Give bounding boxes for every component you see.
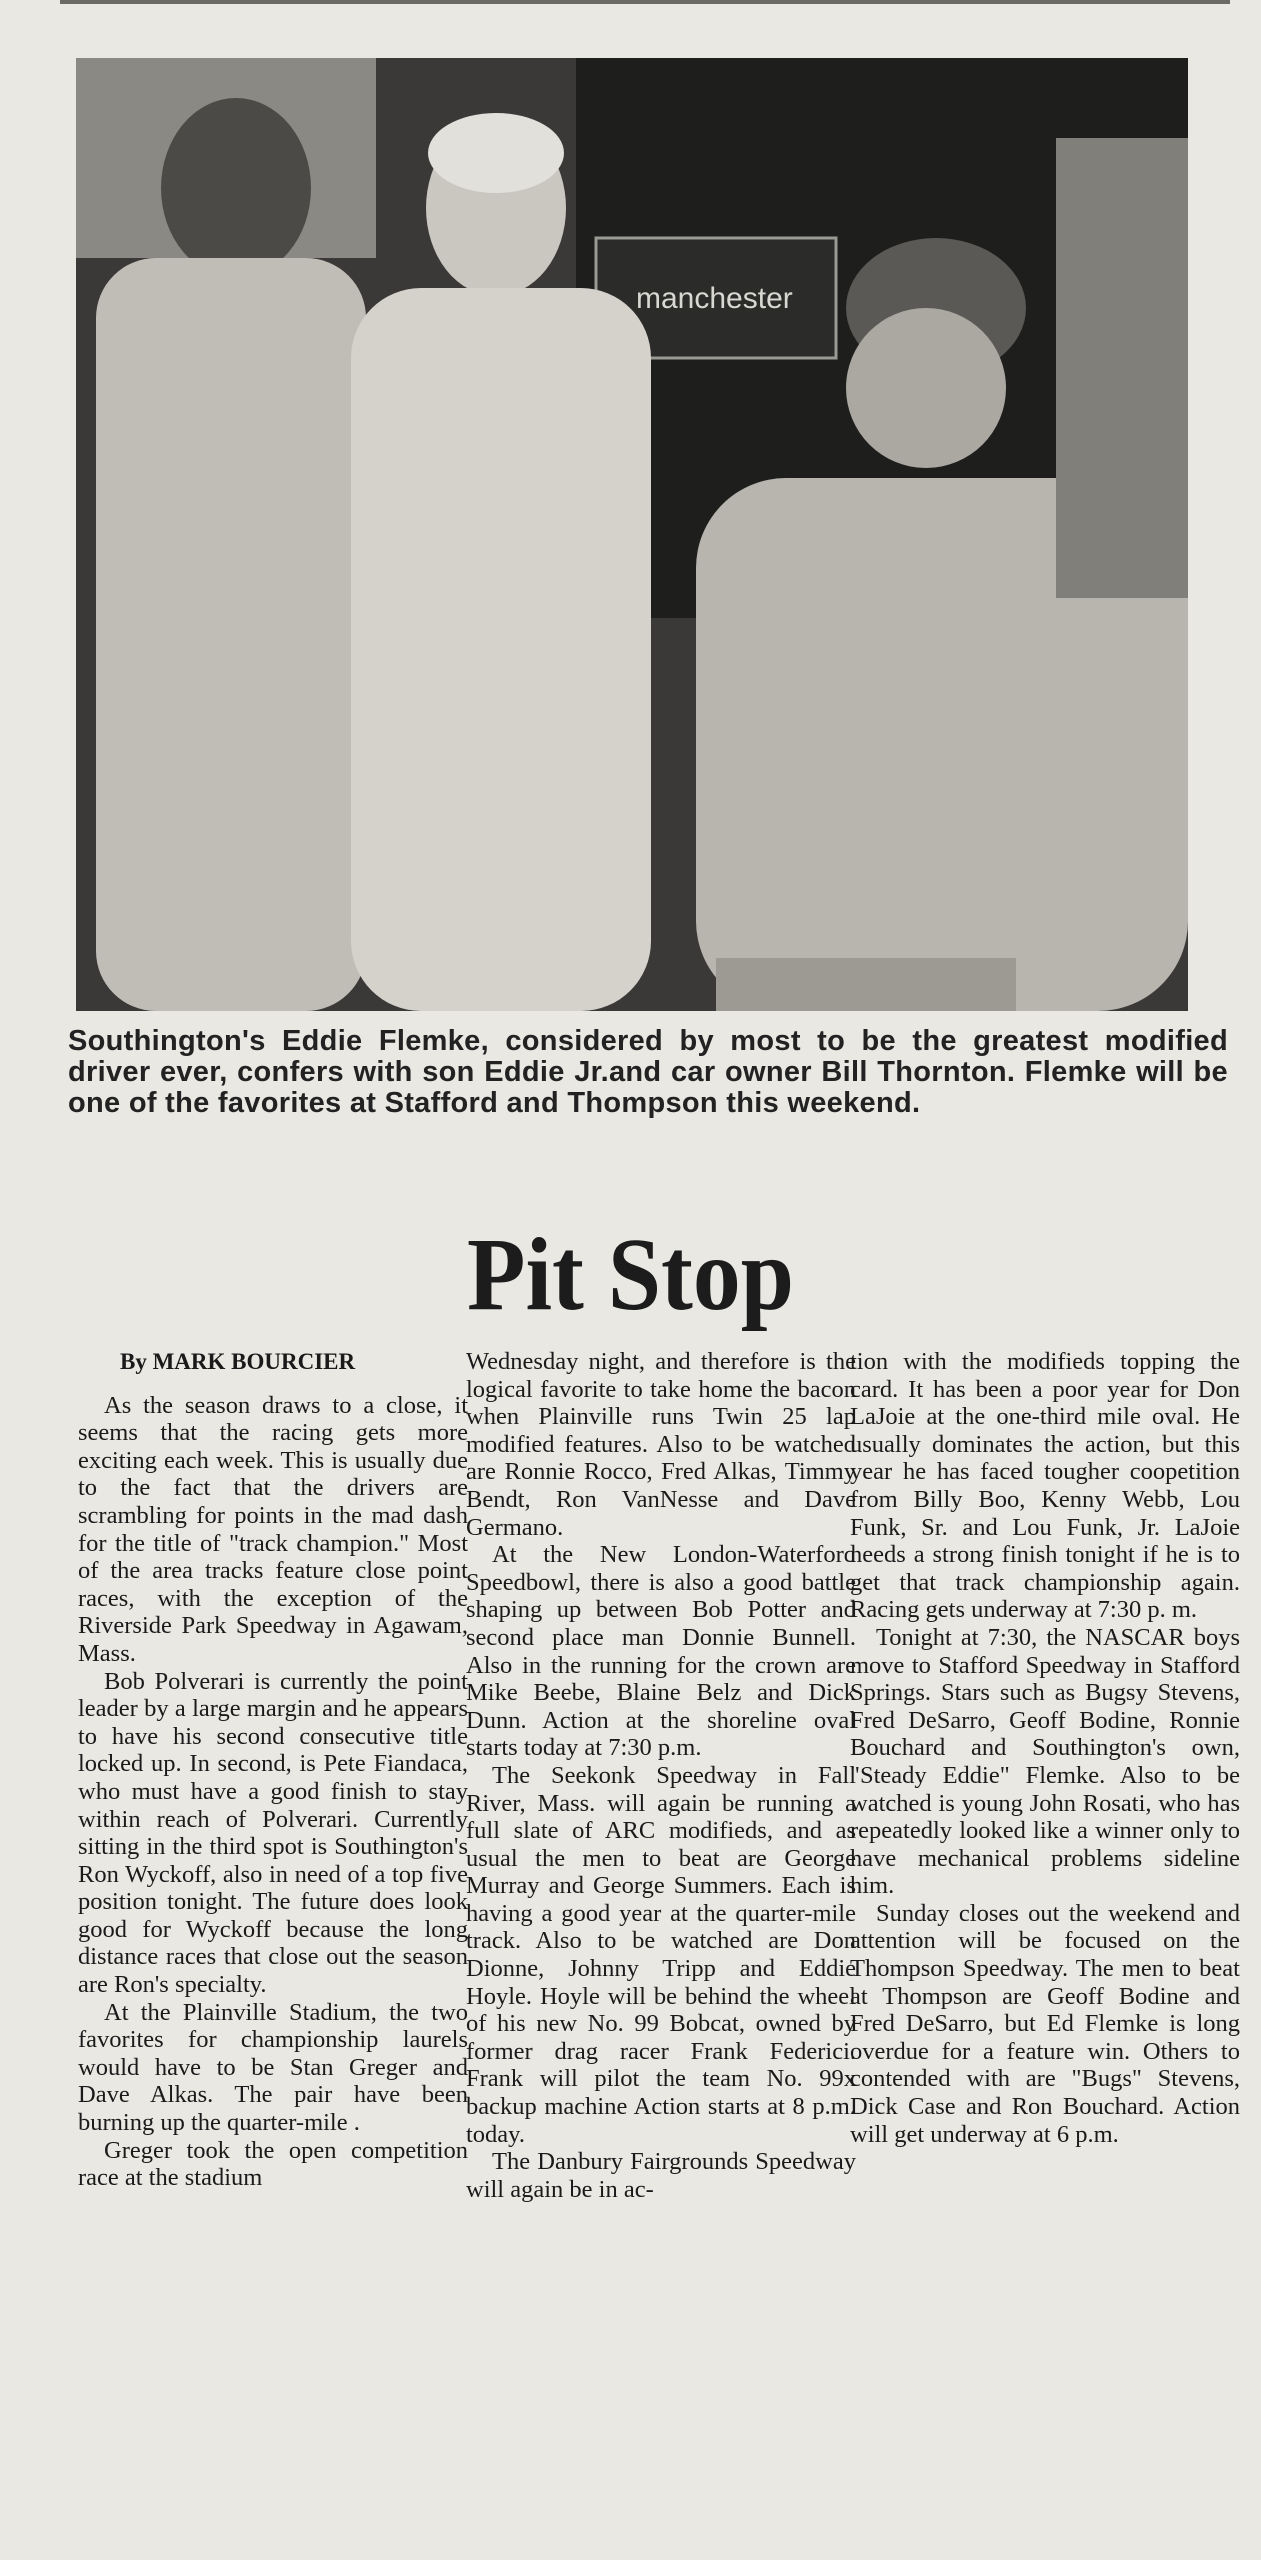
article-column-3 xyxy=(850,1348,1240,2148)
headline: Pit Stop xyxy=(467,1217,794,1332)
article-column-1 xyxy=(78,1348,468,2192)
article-column-2 xyxy=(466,1348,856,2203)
paragraph: Tonight at 7:30, the NASCAR boys move to Stafford Speedway in Stafford Springs. Stars such as Bugsy Stevens, Fred DeSarro, Geoff Bodine, Ronnie Bouchard and Southington's own, "Steady Eddie" Flemke. Also to be watched is young John Rosati, who has repeatedly looked like a winner only to have mechanical problems sideline him. xyxy=(850,1623,1240,1900)
paragraph: As the season draws to a close, it seems that the racing gets more exciting each week. This is usually due to the fact that the drivers are scrambling for points in the mad dash for the title of "track champion." Most of the area tracks feature close point races, with the exception of the Riverside Park Speedway in Agawam, Mass. xyxy=(78,1391,468,1667)
photo-caption: Southington's Eddie Flemke, considered by most to be the greatest modified driver ever, confers with son Eddie Jr.and car owner Bill Thornton. Flemke will be one of the favorites at Stafford and Thompson this weekend. xyxy=(68,1025,1228,1119)
news-photo xyxy=(76,58,1188,1011)
paragraph: Wednesday night, and therefore is the logical favorite to take home the bacon when Plainville runs Twin 25 lap modified features. Also to be watched are Ronnie Rocco, Fred Alkas, Timmy Bendt, Ron VanNesse and Dave Germano. xyxy=(466,1348,856,1541)
paragraph: At the New London-Waterford Speedbowl, there is also a good battle shaping up between Bob Potter and second place man Donnie Bunnell. Also in the running for the crown are Mike Beebe, Blaine Belz and Dick Dunn. Action at the shoreline oval starts today at 7:30 p.m. xyxy=(466,1541,856,1762)
paragraph: Bob Polverari is currently the point leader by a large margin and he appears to have his second consecutive title locked up. In second, is Pete Fiandaca, who must have a good finish to stay within reach of Polverari. Currently sitting in the third spot is Southington's Ron Wyckoff, also in need of a top five position tonight. The future does look good for Wyckoff because the long distance races that close out the season are Ron's specialty. xyxy=(78,1667,468,1999)
paragraph: tion with the modifieds topping the card. It has been a poor year for Don LaJoie at the one-third mile oval. He usually dominates the action, but this year he has faced tougher coopetition from Billy Boo, Kenny Webb, Lou Funk, Sr. and Lou Funk, Jr. LaJoie needs a strong finish tonight if he is to get that track championship again. Racing gets underway at 7:30 p. m. xyxy=(850,1348,1240,1624)
top-rule xyxy=(60,0,1230,4)
paragraph: The Danbury Fairgrounds Speedway will again be in ac- xyxy=(466,2148,856,2203)
paragraph: At the Plainville Stadium, the two favorites for championship laurels would have to be Stan Greger and Dave Alkas. The pair have been burning up the quarter-mile . xyxy=(78,1998,468,2137)
byline: By MARK BOURCIER xyxy=(120,1349,356,1374)
paragraph: The Seekonk Speedway in Fall River, Mass. will again be running a full slate of ARC modifieds, and as usual the men to beat are George Murray and George Summers. Each is having a good year at the quarter-mile track. Also to be watched are Don Dionne, Johnny Tripp and Eddie Hoyle. Hoyle will be behind the wheel of his new No. 99 Bobcat, owned by former drag racer Frank Federici. Frank will pilot the team No. 99x backup machine Action starts at 8 p.m. today. xyxy=(466,1761,856,2148)
manchester-sign: manchester xyxy=(636,282,793,315)
paragraph: Sunday closes out the weekend and attention will be focused on the Thompson Speedway. The men to beat at Thompson are Geoff Bodine and Fred DeSarro, but Ed Flemke is long overdue for a feature win. Others to contended with are "Bugs" Stevens, Dick Case and Ron Bouchard. Action will get underway at 6 p.m. xyxy=(850,1899,1240,2148)
paragraph: Greger took the open competition race at the stadium xyxy=(78,2136,468,2192)
